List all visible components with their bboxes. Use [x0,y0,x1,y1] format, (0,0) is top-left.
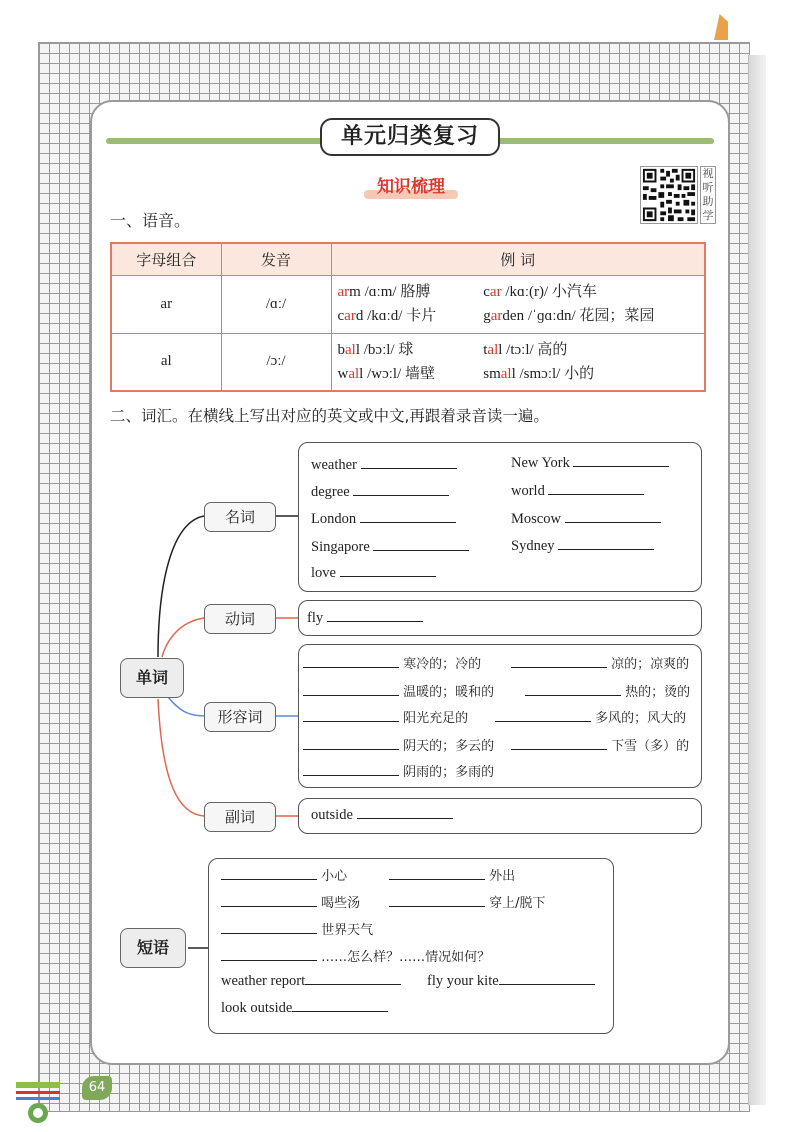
fill-item[interactable]: 寒冷的；冷的 [303,653,481,672]
node-adverbs: 副词 [204,802,276,832]
section-subtitle: 知识梳理 [377,177,445,197]
fill-item[interactable]: Singapore [311,539,469,556]
example-word: arm /ɑːm/ 胳膊 [337,284,431,300]
fill-item[interactable]: 外出 [389,865,515,884]
col-header-letters: 字母组合 [111,243,221,275]
fill-item[interactable]: 热的；烫的 [525,681,690,700]
fill-item[interactable]: 多风的；风大的 [495,707,686,726]
example-word: small /smɔːl/ 小的 [483,365,595,382]
phrases-box [208,858,614,1034]
fill-item[interactable]: 喝些汤 [221,892,360,911]
fill-item[interactable]: world [511,483,644,500]
fill-item[interactable]: ……怎么样？……情况如何？ [221,946,490,965]
fill-item[interactable]: New York [511,455,669,472]
fill-item[interactable]: Moscow [511,511,661,528]
fill-item[interactable]: 穿上/脱下 [389,892,546,911]
fill-item[interactable]: love [311,565,436,582]
fill-item[interactable]: Sydney [511,538,654,555]
adjectives-box [298,644,702,788]
verbs-box [298,600,702,636]
example-word: car /kɑː(r)/ 小汽车 [483,284,597,300]
letters-cell: ar [111,275,221,333]
example-word: ball /bɔːl/ 球 [337,341,414,358]
adverbs-box [298,798,702,834]
example-word: card /kɑːd/ 卡片 [337,308,437,324]
page-edge [748,55,766,1105]
fill-item[interactable]: 小心 [221,865,347,884]
fill-item[interactable]: 阴雨的；多雨的 [303,761,494,780]
node-words: 单词 [120,658,184,698]
example-word: wall /wɔːl/ 墙壁 [337,365,435,382]
fill-item[interactable]: London [311,511,456,528]
fill-item[interactable]: 凉的；凉爽的 [511,653,689,672]
node-phrases: 短语 [120,928,186,968]
publisher-logo-icon [14,1080,62,1126]
fill-item[interactable]: fly [307,610,423,627]
sound-cell: /ɑː/ [221,275,331,333]
fill-item[interactable]: 温暖的；暖和的 [303,681,494,700]
example-word: tall /tɔːl/ 高的 [483,341,568,358]
fill-item[interactable]: 阴天的；多云的 [303,735,494,754]
page-title: 单元归类复习 [320,118,500,156]
fill-item[interactable]: fly your kite [427,973,595,990]
col-header-examples: 例 词 [331,243,705,275]
nouns-box [298,442,702,592]
example-word: garden /ˈɡɑːdn/ 花园；菜园 [483,308,655,324]
section2-heading: 二、词汇。在横线上写出对应的英文或中文,再跟着录音读一遍。 [110,407,549,425]
node-verbs: 动词 [204,604,276,634]
page-corner-tab [714,14,728,40]
fill-item[interactable]: weather report [221,973,401,990]
worksheet-card [90,100,730,1065]
letters-cell: al [111,333,221,391]
sound-cell: /ɔː/ [221,333,331,391]
section1-heading: 一、语音。 [110,211,191,230]
fill-item[interactable]: look outside [221,1000,388,1017]
fill-item[interactable]: degree [311,484,449,501]
node-adjectives: 形容词 [204,702,276,732]
qr-label: 视听助学 [700,166,716,224]
fill-item[interactable]: 世界天气 [221,919,373,938]
fill-item[interactable]: weather [311,457,457,474]
fill-item[interactable]: 阳光充足的 [303,707,468,726]
page-number: 64 [82,1076,112,1100]
fill-item[interactable]: 下雪（多）的 [511,735,689,754]
node-nouns: 名词 [204,502,276,532]
fill-item[interactable]: outside [311,807,453,824]
col-header-sound: 发音 [221,243,331,275]
